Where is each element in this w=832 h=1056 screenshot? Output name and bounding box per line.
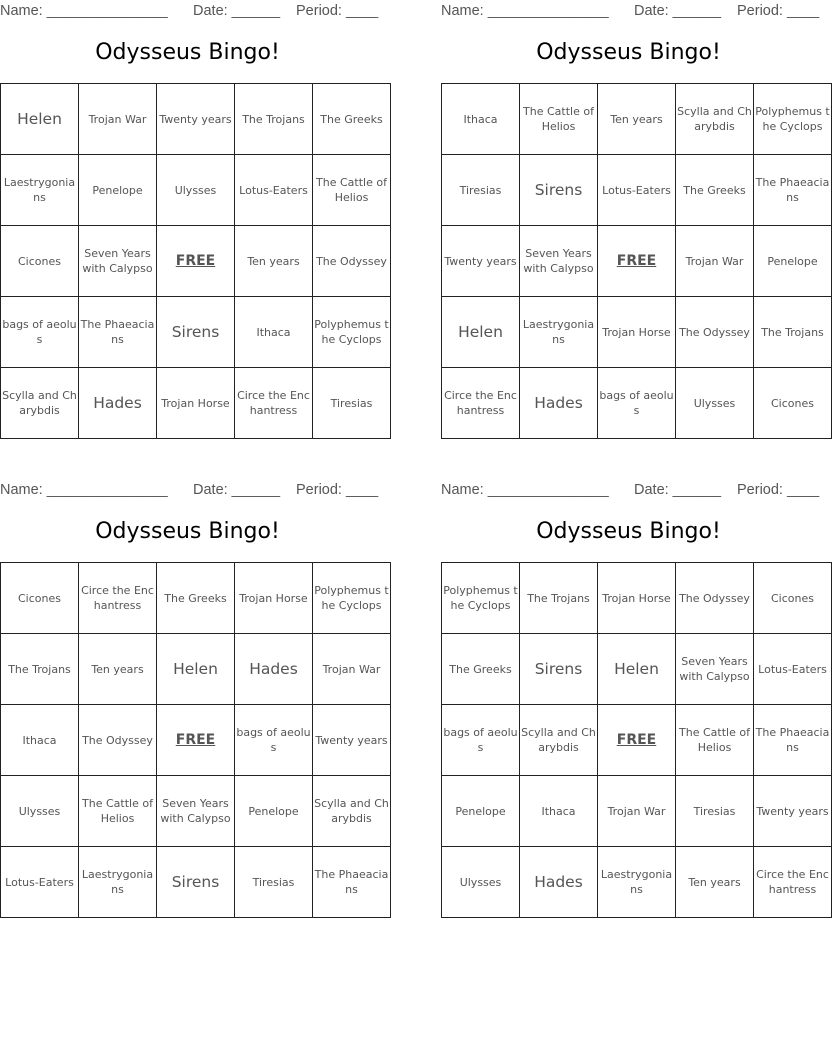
bingo-cell: Cicones bbox=[754, 368, 832, 439]
bingo-cell: bags of aeolus bbox=[442, 705, 520, 776]
student-info-header bbox=[441, 3, 821, 21]
date-field-label: Date: ______ bbox=[634, 3, 722, 19]
bingo-cell: Ithaca bbox=[442, 84, 520, 155]
bingo-cell: Scylla and Charybdis bbox=[313, 776, 391, 847]
student-info-header bbox=[0, 482, 380, 500]
bingo-cell: The Odyssey bbox=[313, 226, 391, 297]
bingo-cell: Penelope bbox=[235, 776, 313, 847]
bingo-cell: Sirens bbox=[520, 155, 598, 226]
bingo-cell: Scylla and Charybdis bbox=[1, 368, 79, 439]
bingo-cell: Cicones bbox=[754, 563, 832, 634]
bingo-cell: Sirens bbox=[520, 634, 598, 705]
bingo-cell: Laestrygonians bbox=[598, 847, 676, 918]
card-title: Odysseus Bingo! bbox=[95, 40, 280, 65]
bingo-cell: bags of aeolus bbox=[235, 705, 313, 776]
student-info-header bbox=[441, 482, 821, 500]
bingo-cell: The Greeks bbox=[313, 84, 391, 155]
bingo-cell: Scylla and Charybdis bbox=[676, 84, 754, 155]
bingo-card-4 bbox=[441, 479, 830, 914]
bingo-cell: Seven Years with Calypso bbox=[157, 776, 235, 847]
bingo-cell: Hades bbox=[520, 368, 598, 439]
bingo-grid bbox=[0, 83, 391, 439]
period-field-label: Period: ____ bbox=[737, 3, 820, 19]
bingo-cell: Tiresias bbox=[235, 847, 313, 918]
bingo-cell: Ulysses bbox=[676, 368, 754, 439]
bingo-cell: Polyphemus the Cyclops bbox=[442, 563, 520, 634]
bingo-cell: Laestrygonians bbox=[1, 155, 79, 226]
bingo-cell: The Greeks bbox=[157, 563, 235, 634]
free-space-cell: FREE bbox=[157, 226, 235, 297]
name-field-label: Name: _______________ bbox=[441, 3, 609, 19]
bingo-cell: The Phaeacians bbox=[754, 155, 832, 226]
bingo-cell: Trojan War bbox=[676, 226, 754, 297]
bingo-cell: Ten years bbox=[79, 634, 157, 705]
bingo-cell: Penelope bbox=[79, 155, 157, 226]
date-field-label: Date: ______ bbox=[193, 3, 281, 19]
bingo-cell: The Cattle of Helios bbox=[676, 705, 754, 776]
bingo-cell: Polyphemus the Cyclops bbox=[754, 84, 832, 155]
bingo-cell: Trojan Horse bbox=[598, 297, 676, 368]
bingo-cell: Seven Years with Calypso bbox=[79, 226, 157, 297]
bingo-cell: Penelope bbox=[442, 776, 520, 847]
bingo-cell: Penelope bbox=[754, 226, 832, 297]
bingo-cell: Ten years bbox=[235, 226, 313, 297]
bingo-cell: Lotus-Eaters bbox=[1, 847, 79, 918]
bingo-card-2 bbox=[441, 0, 830, 435]
date-field-label: Date: ______ bbox=[193, 482, 281, 498]
bingo-cell: Polyphemus the Cyclops bbox=[313, 563, 391, 634]
card-title: Odysseus Bingo! bbox=[95, 519, 280, 544]
bingo-cell: Ulysses bbox=[1, 776, 79, 847]
bingo-cell: Helen bbox=[598, 634, 676, 705]
free-space-cell: FREE bbox=[598, 705, 676, 776]
bingo-cell: Ulysses bbox=[442, 847, 520, 918]
bingo-cell: The Odyssey bbox=[79, 705, 157, 776]
bingo-cell: Twenty years bbox=[442, 226, 520, 297]
bingo-cell: Twenty years bbox=[754, 776, 832, 847]
bingo-cell: The Greeks bbox=[442, 634, 520, 705]
student-info-header bbox=[0, 3, 380, 21]
free-space-cell: FREE bbox=[157, 705, 235, 776]
bingo-cell: Sirens bbox=[157, 297, 235, 368]
name-field-label: Name: _______________ bbox=[0, 482, 168, 498]
bingo-cell: Polyphemus the Cyclops bbox=[313, 297, 391, 368]
bingo-cell: The Trojans bbox=[754, 297, 832, 368]
bingo-cell: Trojan War bbox=[79, 84, 157, 155]
bingo-cell: Ithaca bbox=[1, 705, 79, 776]
bingo-cell: Lotus-Eaters bbox=[598, 155, 676, 226]
bingo-cell: Circe the Enchantress bbox=[442, 368, 520, 439]
bingo-cell: Trojan Horse bbox=[598, 563, 676, 634]
bingo-cell: Twenty years bbox=[313, 705, 391, 776]
name-field-label: Name: _______________ bbox=[441, 482, 609, 498]
bingo-cell: The Greeks bbox=[676, 155, 754, 226]
bingo-cell: The Trojans bbox=[1, 634, 79, 705]
bingo-cell: Tiresias bbox=[676, 776, 754, 847]
bingo-grid bbox=[441, 83, 832, 439]
bingo-card-1 bbox=[0, 0, 389, 435]
bingo-cell: Trojan War bbox=[598, 776, 676, 847]
bingo-cell: Lotus-Eaters bbox=[754, 634, 832, 705]
bingo-cell: Twenty years bbox=[157, 84, 235, 155]
bingo-cell: Tiresias bbox=[313, 368, 391, 439]
bingo-cell: The Phaeacians bbox=[79, 297, 157, 368]
bingo-cell: Cicones bbox=[1, 226, 79, 297]
bingo-cell: Circe the Enchantress bbox=[79, 563, 157, 634]
bingo-cell: Scylla and Charybdis bbox=[520, 705, 598, 776]
bingo-cell: Circe the Enchantress bbox=[235, 368, 313, 439]
bingo-cell: Hades bbox=[520, 847, 598, 918]
bingo-cell: Helen bbox=[157, 634, 235, 705]
bingo-cell: Ithaca bbox=[520, 776, 598, 847]
bingo-cell: Hades bbox=[79, 368, 157, 439]
bingo-card-3 bbox=[0, 479, 389, 914]
date-field-label: Date: ______ bbox=[634, 482, 722, 498]
bingo-cell: The Trojans bbox=[520, 563, 598, 634]
card-title: Odysseus Bingo! bbox=[536, 40, 721, 65]
bingo-cell: Ten years bbox=[676, 847, 754, 918]
bingo-cell: Cicones bbox=[1, 563, 79, 634]
bingo-cell: Ithaca bbox=[235, 297, 313, 368]
bingo-cell: Ulysses bbox=[157, 155, 235, 226]
bingo-cell: The Phaeacians bbox=[313, 847, 391, 918]
bingo-cell: Tiresias bbox=[442, 155, 520, 226]
bingo-cell: Ten years bbox=[598, 84, 676, 155]
bingo-cell: bags of aeolus bbox=[598, 368, 676, 439]
bingo-cell: Laestrygonians bbox=[520, 297, 598, 368]
bingo-cell: The Trojans bbox=[235, 84, 313, 155]
bingo-cell: bags of aeolus bbox=[1, 297, 79, 368]
bingo-cell: Seven Years with Calypso bbox=[520, 226, 598, 297]
bingo-grid bbox=[0, 562, 391, 918]
bingo-cell: The Cattle of Helios bbox=[520, 84, 598, 155]
bingo-grid bbox=[441, 562, 832, 918]
bingo-cell: Sirens bbox=[157, 847, 235, 918]
bingo-cell: Laestrygonians bbox=[79, 847, 157, 918]
free-space-cell: FREE bbox=[598, 226, 676, 297]
period-field-label: Period: ____ bbox=[296, 3, 379, 19]
period-field-label: Period: ____ bbox=[737, 482, 820, 498]
bingo-cell: The Odyssey bbox=[676, 563, 754, 634]
bingo-cell: The Cattle of Helios bbox=[313, 155, 391, 226]
bingo-cell: Helen bbox=[1, 84, 79, 155]
bingo-cell: The Cattle of Helios bbox=[79, 776, 157, 847]
bingo-cell: Trojan Horse bbox=[157, 368, 235, 439]
bingo-cell: The Odyssey bbox=[676, 297, 754, 368]
name-field-label: Name: _______________ bbox=[0, 3, 168, 19]
bingo-cell: Circe the Enchantress bbox=[754, 847, 832, 918]
bingo-cell: Lotus-Eaters bbox=[235, 155, 313, 226]
card-title: Odysseus Bingo! bbox=[536, 519, 721, 544]
bingo-cell: Hades bbox=[235, 634, 313, 705]
bingo-cell: Trojan War bbox=[313, 634, 391, 705]
bingo-cell: Helen bbox=[442, 297, 520, 368]
period-field-label: Period: ____ bbox=[296, 482, 379, 498]
bingo-cell: The Phaeacians bbox=[754, 705, 832, 776]
bingo-cell: Seven Years with Calypso bbox=[676, 634, 754, 705]
bingo-cell: Trojan Horse bbox=[235, 563, 313, 634]
